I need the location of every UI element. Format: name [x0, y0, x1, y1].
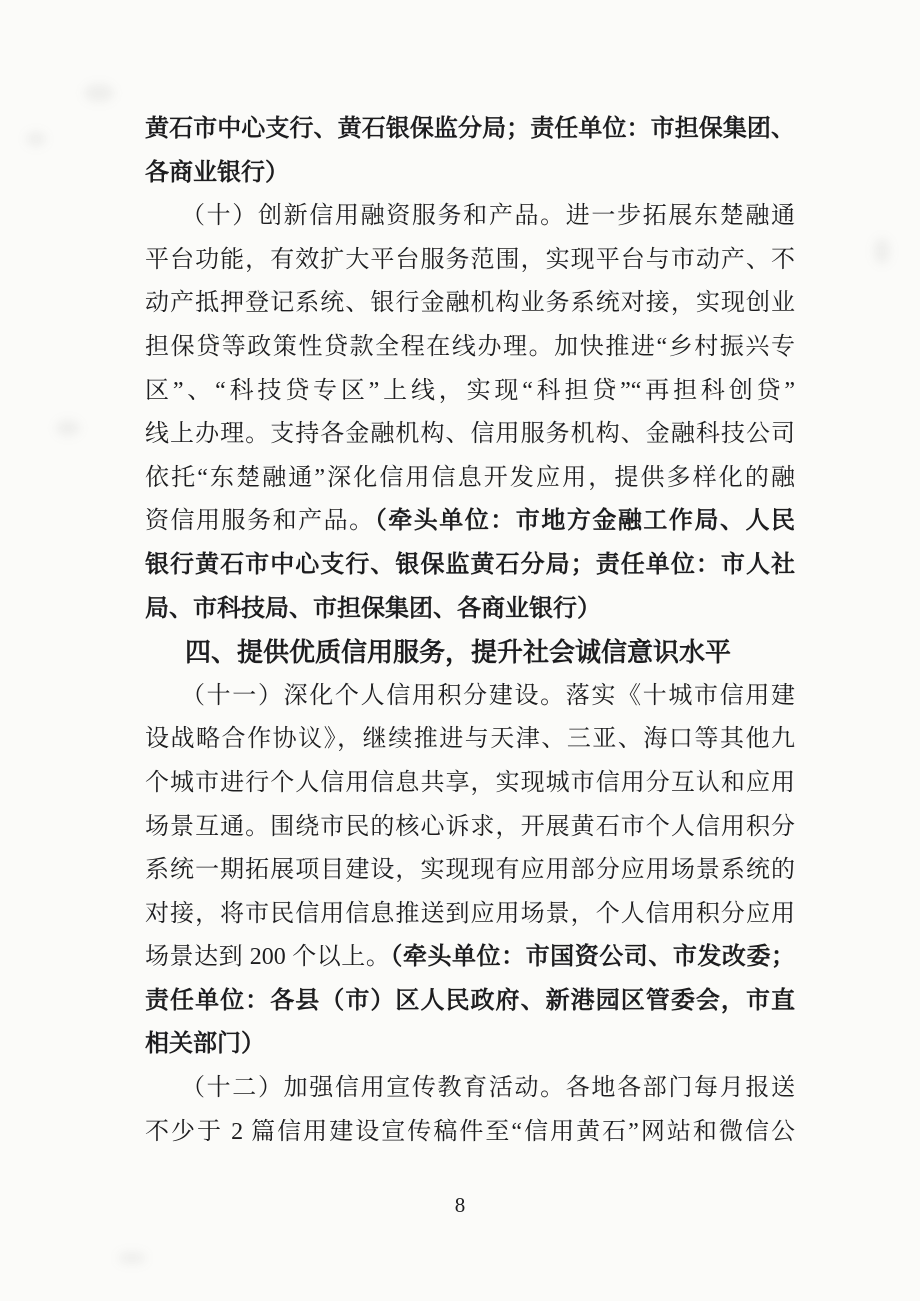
- text-run: 系统一期拓展项目建设，实现现有应用部分应用场景系统的: [145, 857, 795, 884]
- text-run: 动产抵押登记系统、银行金融机构业务系统对接，实现创业: [145, 290, 795, 317]
- text-run: 场景互通。围绕市民的核心诉求，开展黄石市个人信用积分: [145, 813, 795, 840]
- document-line: [145, 500, 795, 544]
- scan-smudge: [874, 238, 890, 264]
- text-run: 对接，将市民信用信息推送到应用场景，个人信用积分应用: [145, 900, 795, 927]
- document-line: [145, 980, 795, 1024]
- document-line: [145, 152, 795, 196]
- section-heading: [145, 631, 795, 675]
- text-run: 平台功能，有效扩大平台服务范围，实现平台与市动产、不: [145, 246, 795, 273]
- document-line: [145, 762, 795, 806]
- document-line: [145, 239, 795, 283]
- text-run: 场景达到 200 个以上。: [145, 944, 391, 971]
- text-run: 依托“东楚融通”深化信用信息开发应用，提供多样化的融: [145, 464, 795, 491]
- document-body: [145, 108, 795, 1154]
- document-line: [145, 675, 795, 719]
- document-line: [145, 282, 795, 326]
- bold-text-run: 局、市科技局、市担保集团、各商业银行）: [145, 595, 601, 622]
- text-run: 线上办理。支持各金融机构、信用服务机构、金融科技公司: [145, 421, 795, 448]
- document-line: [145, 413, 795, 457]
- document-line: [145, 718, 795, 762]
- page-number: 8: [454, 1193, 466, 1217]
- scan-smudge: [118, 1252, 146, 1264]
- text-run: 设战略合作协议》，继续推进与天津、三亚、海口等其他九: [145, 726, 795, 753]
- text-run: 不少于 2 篇信用建设宣传稿件至“信用黄石”网站和微信公: [145, 1118, 795, 1145]
- document-line: [145, 936, 795, 980]
- bold-text-run: 各商业银行）: [145, 159, 289, 186]
- document-line: [145, 1067, 795, 1111]
- bold-text-run: 黄石市中心支行、黄石银保监分局；责任单位：市担保集团、: [145, 116, 795, 142]
- text-run: （十）创新信用融资服务和产品。进一步拓展东楚融通: [181, 203, 795, 230]
- document-line: [145, 544, 795, 588]
- document-line: [145, 457, 795, 501]
- bold-text-run: （牵头单位：市国资公司、市发改委；: [390, 944, 796, 971]
- document-line: [145, 806, 795, 850]
- document-line: [145, 108, 795, 152]
- document-line: [145, 893, 795, 937]
- text-run: 担保贷等政策性贷款全程在线办理。加快推进“乡村振兴专: [145, 333, 795, 360]
- bold-text-run: 责任单位：各县（市）区人民政府、新港园区管委会，市直: [145, 987, 795, 1014]
- document-line: [145, 195, 795, 239]
- text-run: （十一）深化个人信用积分建设。落实《十城市信用建: [181, 682, 795, 709]
- bold-text-run: 四、提供优质信用服务，提升社会诚信意识水平: [185, 637, 732, 668]
- bold-text-run: 银行黄石市中心支行、银保监黄石分局；责任单位：市人社: [145, 551, 795, 578]
- text-run: （十二）加强信用宣传教育活动。各地各部门每月报送: [181, 1075, 795, 1102]
- text-run: 资信用服务和产品。: [145, 508, 375, 535]
- document-line: [145, 370, 795, 414]
- text-run: 区”、“科技贷专区”上线，实现“科担贷”“再担科创贷”: [145, 377, 795, 404]
- scan-smudge: [84, 84, 114, 102]
- document-line: [145, 326, 795, 370]
- document-line: [145, 849, 795, 893]
- bold-text-run: 相关部门）: [145, 1031, 265, 1058]
- scan-smudge: [26, 132, 46, 146]
- document-line: [145, 1023, 795, 1067]
- document-line: [145, 588, 795, 632]
- document-line: [145, 1111, 795, 1155]
- text-run: 个城市进行个人信用信息共享，实现城市信用分互认和应用: [145, 769, 795, 796]
- bold-text-run: （牵头单位：市地方金融工作局、人民: [374, 508, 796, 535]
- scan-smudge: [56, 420, 80, 436]
